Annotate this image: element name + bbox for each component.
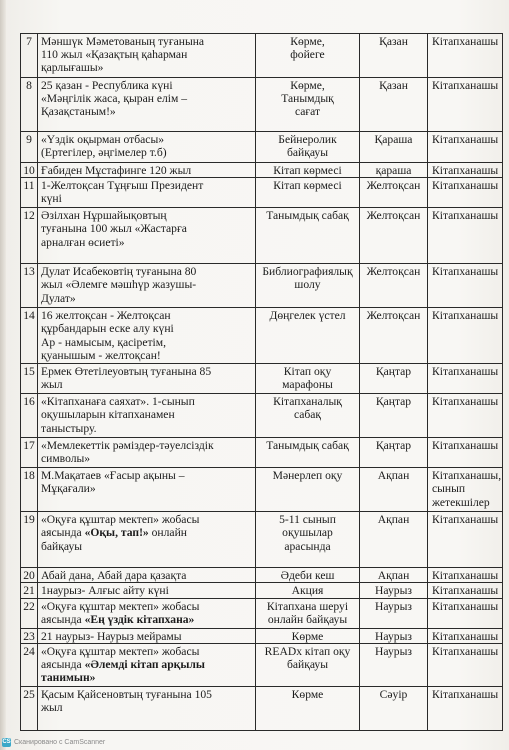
event-title-line bbox=[41, 701, 252, 714]
event-title-line bbox=[41, 584, 252, 597]
event-month: Наурыз bbox=[375, 584, 412, 598]
responsible-line: Кітапханашы bbox=[432, 569, 499, 583]
event-month-cell bbox=[360, 178, 428, 208]
event-title-text: 1-Желтоқсан Тұңғыш Президент bbox=[41, 179, 204, 193]
event-form-cell bbox=[256, 512, 360, 568]
event-title-text: Қазақстаным!» bbox=[41, 105, 116, 119]
event-title-line bbox=[41, 422, 252, 435]
event-title-cell bbox=[38, 686, 256, 730]
table-row bbox=[21, 512, 503, 568]
row-number: 24 bbox=[23, 644, 35, 658]
event-title-text: таныстыру. bbox=[41, 421, 97, 435]
event-form-line: Кітап оқу bbox=[283, 365, 332, 379]
event-title-text: Ғабиден Мұстафинге 120 жыл bbox=[41, 164, 192, 177]
event-title-text: аясында bbox=[41, 526, 85, 540]
responsible-cell bbox=[428, 78, 503, 132]
event-title-line bbox=[41, 349, 252, 362]
event-form-line: Кітапханалық bbox=[273, 395, 342, 409]
responsible-cell bbox=[428, 643, 503, 686]
event-title-text: Қасым Қайсеновтың туғанына 105 bbox=[41, 687, 212, 701]
row-number-cell bbox=[21, 34, 38, 78]
responsible-line: Кітапханашы bbox=[432, 179, 499, 193]
event-form-line: сабақ bbox=[293, 408, 322, 422]
event-month: Наурыз bbox=[375, 629, 412, 643]
event-form-line: онлайн байқауы bbox=[267, 612, 348, 626]
event-month: Желтоқсан bbox=[366, 265, 421, 279]
event-title-line bbox=[41, 600, 252, 613]
responsible-line: Кітапханашы bbox=[432, 209, 499, 223]
table-row bbox=[21, 163, 503, 178]
responsible-line: Кітапханашы bbox=[432, 513, 499, 527]
camscanner-logo-icon: CS bbox=[2, 739, 11, 745]
event-title-text: аясында bbox=[41, 612, 85, 626]
table-row bbox=[21, 598, 503, 628]
event-month-cell bbox=[360, 512, 428, 568]
responsible-cell bbox=[428, 394, 503, 438]
event-title-line bbox=[41, 540, 252, 553]
event-title-line bbox=[41, 671, 252, 684]
responsible-line: Кітапханашы bbox=[432, 629, 499, 643]
event-title-line bbox=[41, 222, 252, 235]
event-title-line bbox=[41, 469, 252, 482]
row-number: 19 bbox=[23, 513, 35, 527]
event-form-line: Әдеби кеш bbox=[280, 569, 335, 583]
event-title-cell bbox=[38, 512, 256, 568]
row-number: 14 bbox=[23, 309, 35, 323]
event-title-text: Абай дана, Абай дара қазақта bbox=[41, 569, 187, 583]
event-title-cell bbox=[38, 583, 256, 598]
event-title-cell bbox=[38, 163, 256, 178]
event-title-line bbox=[41, 513, 252, 526]
event-title-text: Ермек Өтетілеуовтың туғанына 85 bbox=[41, 365, 212, 379]
event-form-line: Танымдық сабақ bbox=[266, 439, 349, 453]
event-title-line bbox=[41, 179, 252, 192]
row-number: 13 bbox=[23, 265, 35, 279]
page-edge-shadow bbox=[0, 0, 6, 750]
event-form-cell bbox=[256, 34, 360, 78]
row-number: 9 bbox=[26, 133, 32, 146]
event-title-line bbox=[41, 452, 252, 465]
event-title-cell bbox=[38, 132, 256, 163]
event-form-line: Көрме, bbox=[290, 79, 325, 92]
row-number-cell bbox=[21, 208, 38, 264]
responsible-line: Кітапханашы bbox=[432, 584, 499, 598]
event-title-text: 25 қазан - Республика күні bbox=[41, 79, 173, 92]
table-row bbox=[21, 568, 503, 583]
row-number-cell bbox=[21, 78, 38, 132]
row-number-cell bbox=[21, 394, 38, 438]
event-form-line: байқауы bbox=[286, 658, 329, 672]
event-title-cell bbox=[38, 628, 256, 643]
responsible-line: жетекшілер bbox=[432, 495, 490, 509]
event-form-line: Көрме bbox=[291, 629, 324, 643]
table-row bbox=[21, 394, 503, 438]
row-number: 20 bbox=[23, 569, 35, 583]
event-month-cell bbox=[360, 132, 428, 163]
event-month-cell bbox=[360, 394, 428, 438]
event-title-text: онлайн bbox=[148, 526, 187, 540]
responsible-line: Кітапханашы bbox=[432, 365, 499, 379]
event-title-cell bbox=[38, 394, 256, 438]
row-number: 21 bbox=[23, 584, 35, 598]
responsible-line: Кітапханашы bbox=[432, 599, 499, 613]
event-title-line bbox=[41, 688, 252, 701]
event-form-line: шолу bbox=[294, 278, 321, 292]
event-form-line: арасында bbox=[284, 539, 331, 553]
event-form-cell bbox=[256, 598, 360, 628]
event-form-cell bbox=[256, 628, 360, 643]
event-title-line bbox=[41, 645, 252, 658]
event-title-text: арналған өсиеті» bbox=[41, 235, 125, 249]
event-title-text: байқауы bbox=[41, 539, 83, 553]
event-form-cell bbox=[256, 568, 360, 583]
event-month: Желтоқсан bbox=[366, 209, 421, 223]
row-number-cell bbox=[21, 568, 38, 583]
responsible-line: Кітапханашы bbox=[432, 164, 499, 177]
row-number-cell bbox=[21, 643, 38, 686]
responsible-line: Кітапханашы bbox=[432, 395, 499, 409]
watermark-text: Сканировано с CamScanner bbox=[14, 739, 106, 746]
event-title-line bbox=[41, 569, 252, 582]
event-month-cell bbox=[360, 308, 428, 364]
event-title-line bbox=[41, 133, 252, 146]
event-title-text: «Оқуға құштар мектеп» жобасы bbox=[41, 644, 200, 658]
table-row bbox=[21, 438, 503, 468]
responsible-line: Кітапханашы bbox=[432, 133, 499, 146]
responsible-cell bbox=[428, 512, 503, 568]
event-title-text: Әзілхан Нұршайықовтың bbox=[41, 209, 167, 223]
event-month-cell bbox=[360, 628, 428, 643]
event-title-cell bbox=[38, 308, 256, 364]
event-title-text: Ар - намысым, қасіретім, bbox=[41, 335, 166, 349]
event-title-cell bbox=[38, 468, 256, 512]
responsible-line: Кітапханашы bbox=[432, 644, 499, 658]
event-title-cell bbox=[38, 78, 256, 132]
event-month: Қаңтар bbox=[375, 439, 412, 453]
event-title-line bbox=[41, 192, 252, 205]
table-row bbox=[21, 132, 503, 163]
event-title-text: 110 жыл «Қазақтың қаһарман bbox=[41, 48, 188, 62]
event-title-line bbox=[41, 395, 252, 408]
event-title-bold: танимын» bbox=[41, 671, 96, 685]
event-title-text: «Оқуға құштар мектеп» жобасы bbox=[41, 513, 200, 527]
table-row bbox=[21, 308, 503, 364]
event-title-text: Дулат» bbox=[41, 291, 76, 305]
event-month-cell bbox=[360, 598, 428, 628]
event-month: Желтоқсан bbox=[366, 309, 421, 323]
event-title-text: символы» bbox=[41, 452, 91, 466]
table-row bbox=[21, 78, 503, 132]
responsible-cell bbox=[428, 308, 503, 364]
event-form-cell bbox=[256, 686, 360, 730]
event-month: Ақпан bbox=[377, 569, 410, 583]
event-title-text: «Оқуға құштар мектеп» жобасы bbox=[41, 599, 200, 613]
events-plan-table bbox=[20, 33, 503, 731]
table-row bbox=[21, 364, 503, 394]
responsible-line: Кітапханашы bbox=[432, 687, 499, 701]
responsible-cell bbox=[428, 364, 503, 394]
event-form-line: Акция bbox=[291, 584, 324, 598]
event-form-line: Кітапхана шеруі bbox=[266, 599, 349, 613]
responsible-cell bbox=[428, 583, 503, 598]
event-title-line bbox=[41, 482, 252, 495]
event-title-line bbox=[41, 613, 252, 626]
event-form-cell bbox=[256, 583, 360, 598]
row-number-cell bbox=[21, 308, 38, 364]
event-form-line: Танымдық bbox=[281, 92, 334, 106]
responsible-cell bbox=[428, 163, 503, 178]
event-form-cell bbox=[256, 394, 360, 438]
event-title-line bbox=[41, 365, 252, 378]
table-row bbox=[21, 583, 503, 598]
event-title-cell bbox=[38, 568, 256, 583]
table-row bbox=[21, 178, 503, 208]
responsible-line: Кітапханашы bbox=[432, 309, 499, 323]
event-form-line: оқушылар bbox=[282, 526, 333, 540]
table-row bbox=[21, 34, 503, 78]
responsible-line: Кітапханашы bbox=[432, 265, 499, 279]
event-title-text: (Ертегілер, әңгімелер т.б) bbox=[41, 146, 167, 160]
event-title-text: 1наурыз- Алғыс айту күні bbox=[41, 584, 169, 598]
event-title-text: Мұқағали» bbox=[41, 482, 96, 496]
event-title-text: жыл «Әлемге мәшһүр жазушы- bbox=[41, 278, 197, 292]
event-title-cell bbox=[38, 364, 256, 394]
row-number: 22 bbox=[23, 599, 35, 613]
event-form-cell bbox=[256, 643, 360, 686]
event-title-line bbox=[41, 61, 252, 74]
event-title-line bbox=[41, 630, 252, 643]
event-title-cell bbox=[38, 598, 256, 628]
event-month-cell bbox=[360, 34, 428, 78]
row-number: 12 bbox=[23, 209, 35, 223]
row-number-cell bbox=[21, 438, 38, 468]
event-title-line bbox=[41, 209, 252, 222]
responsible-line: сынып bbox=[432, 482, 466, 496]
event-month-cell bbox=[360, 583, 428, 598]
event-form-line: Көрме, bbox=[290, 35, 325, 48]
event-title-text: «Үздік оқырман отбасы» bbox=[41, 133, 165, 146]
responsible-cell bbox=[428, 438, 503, 468]
event-form-line: байқауы bbox=[286, 146, 329, 160]
row-number-cell bbox=[21, 628, 38, 643]
event-form-line: фойеге bbox=[290, 48, 325, 62]
event-month: Наурыз bbox=[375, 599, 412, 613]
event-month-cell bbox=[360, 438, 428, 468]
event-title-text: жыл bbox=[41, 378, 63, 392]
row-number-cell bbox=[21, 468, 38, 512]
table-row bbox=[21, 264, 503, 308]
event-month-cell bbox=[360, 568, 428, 583]
event-form-line: 5-11 сынып bbox=[279, 513, 336, 527]
event-title-line bbox=[41, 79, 252, 92]
responsible-line: Кітапханашы bbox=[432, 439, 499, 453]
event-title-text: 21 наурыз- Наурыз мейрамы bbox=[41, 629, 182, 643]
event-form-cell bbox=[256, 178, 360, 208]
event-form-line: сағат bbox=[294, 105, 321, 119]
event-title-line bbox=[41, 378, 252, 391]
event-form-cell bbox=[256, 163, 360, 178]
event-month: Сәуір bbox=[379, 687, 408, 701]
row-number-cell bbox=[21, 264, 38, 308]
event-month-cell bbox=[360, 686, 428, 730]
event-title-text: Мәншүк Мәметованың туғанына bbox=[41, 35, 205, 48]
event-month-cell bbox=[360, 163, 428, 178]
event-title-text: аясында bbox=[41, 658, 85, 672]
event-title-cell bbox=[38, 208, 256, 264]
event-form-cell bbox=[256, 264, 360, 308]
event-title-bold: «Оқы, тап!» bbox=[84, 526, 149, 540]
event-title-text: қарлығашы» bbox=[41, 61, 104, 75]
event-title-line bbox=[41, 35, 252, 48]
row-number-cell bbox=[21, 686, 38, 730]
responsible-cell bbox=[428, 686, 503, 730]
event-title-line bbox=[41, 146, 252, 159]
row-number-cell bbox=[21, 132, 38, 163]
event-title-text: 16 желтоқсан - Желтоқсан bbox=[41, 309, 171, 323]
event-month: Қаңтар bbox=[375, 365, 412, 379]
event-title-text: оқушыларын кітапханамен bbox=[41, 408, 175, 422]
table-row bbox=[21, 208, 503, 264]
row-number: 25 bbox=[23, 687, 35, 701]
event-month: Қараша bbox=[374, 133, 413, 146]
camscanner-watermark bbox=[2, 738, 105, 747]
table-row bbox=[21, 686, 503, 730]
event-month: Ақпан bbox=[377, 469, 410, 483]
event-title-text: «Кітапханаға саяхат». 1-сынып bbox=[41, 395, 195, 409]
event-month: Қазан bbox=[379, 35, 408, 48]
responsible-line: Кітапханашы bbox=[432, 35, 499, 48]
row-number-cell bbox=[21, 512, 38, 568]
responsible-cell bbox=[428, 178, 503, 208]
responsible-cell bbox=[428, 568, 503, 583]
event-month: Наурыз bbox=[375, 644, 412, 658]
event-title-line bbox=[41, 439, 252, 452]
row-number-cell bbox=[21, 583, 38, 598]
table-row bbox=[21, 643, 503, 686]
event-title-line bbox=[41, 105, 252, 118]
event-form-line: Кітап көрмесі bbox=[273, 164, 342, 177]
event-month-cell bbox=[360, 643, 428, 686]
responsible-line: Кітапханашы bbox=[432, 79, 499, 92]
event-form-line: Көрме bbox=[291, 687, 324, 701]
event-title-line bbox=[41, 236, 252, 249]
event-title-text: күні bbox=[41, 192, 62, 206]
row-number-cell bbox=[21, 364, 38, 394]
event-title-cell bbox=[38, 178, 256, 208]
event-title-bold: «Ең үздік кітапхана» bbox=[84, 612, 195, 626]
event-month-cell bbox=[360, 264, 428, 308]
event-month-cell bbox=[360, 208, 428, 264]
event-title-cell bbox=[38, 264, 256, 308]
event-month-cell bbox=[360, 468, 428, 512]
event-form-cell bbox=[256, 208, 360, 264]
row-number: 8 bbox=[26, 79, 32, 92]
event-title-text: жыл bbox=[41, 701, 63, 715]
events-table-body bbox=[21, 34, 503, 731]
row-number-cell bbox=[21, 598, 38, 628]
event-month-cell bbox=[360, 364, 428, 394]
event-title-line bbox=[41, 265, 252, 278]
event-title-cell bbox=[38, 438, 256, 468]
event-title-line bbox=[41, 526, 252, 539]
event-form-line: Бейнеролик bbox=[278, 133, 337, 146]
event-title-text: М.Мақатаев «Ғасыр ақыны – bbox=[41, 469, 185, 483]
event-title-text: «Мемлекеттік рәміздер-тәуелсіздік bbox=[41, 439, 214, 453]
event-form-cell bbox=[256, 308, 360, 364]
event-month: Ақпан bbox=[377, 513, 410, 527]
event-title-line bbox=[41, 658, 252, 671]
event-form-line: Дөңгелек үстел bbox=[269, 309, 346, 323]
responsible-cell bbox=[428, 628, 503, 643]
event-title-line bbox=[41, 48, 252, 61]
event-month: Қаңтар bbox=[375, 395, 412, 409]
event-form-line: Мәнерлеп оқу bbox=[272, 469, 343, 483]
responsible-cell bbox=[428, 208, 503, 264]
event-form-line: Кітап көрмесі bbox=[273, 179, 342, 193]
event-form-cell bbox=[256, 132, 360, 163]
event-form-cell bbox=[256, 78, 360, 132]
event-form-line: марафоны bbox=[282, 378, 333, 392]
event-title-line bbox=[41, 164, 252, 177]
event-form-cell bbox=[256, 364, 360, 394]
event-title-line bbox=[41, 336, 252, 349]
event-title-line bbox=[41, 92, 252, 105]
responsible-cell bbox=[428, 264, 503, 308]
event-title-line bbox=[41, 278, 252, 291]
event-month: қараша bbox=[375, 164, 412, 177]
responsible-cell bbox=[428, 132, 503, 163]
event-title-text: туғанына 100 жыл «Жастарға bbox=[41, 222, 187, 236]
responsible-line: Кітапханашы, bbox=[432, 469, 502, 483]
row-number: 18 bbox=[23, 469, 35, 483]
row-number-cell bbox=[21, 163, 38, 178]
table-row bbox=[21, 628, 503, 643]
event-month: Желтоқсан bbox=[366, 179, 421, 193]
event-form-line: Библиографиялық bbox=[262, 265, 353, 279]
row-number: 17 bbox=[23, 439, 35, 453]
row-number: 7 bbox=[26, 35, 32, 48]
responsible-cell bbox=[428, 34, 503, 78]
event-form-cell bbox=[256, 468, 360, 512]
event-title-text: «Мәңгілік жаса, қыран елім – bbox=[41, 92, 188, 106]
row-number: 11 bbox=[23, 179, 35, 193]
event-title-text: Дулат Исабековтің туғанына 80 bbox=[41, 265, 197, 279]
row-number: 10 bbox=[23, 164, 35, 177]
event-form-cell bbox=[256, 438, 360, 468]
row-number: 16 bbox=[23, 395, 35, 409]
event-title-line bbox=[41, 408, 252, 421]
event-form-line: Танымдық сабақ bbox=[266, 209, 349, 223]
event-month-cell bbox=[360, 78, 428, 132]
event-title-text: құрбандарын еске алу күні bbox=[41, 322, 174, 336]
responsible-cell bbox=[428, 598, 503, 628]
event-month: Қазан bbox=[379, 79, 408, 92]
row-number: 23 bbox=[23, 629, 35, 643]
event-title-line bbox=[41, 322, 252, 335]
row-number-cell bbox=[21, 178, 38, 208]
event-title-line bbox=[41, 309, 252, 322]
event-title-cell bbox=[38, 34, 256, 78]
table-row bbox=[21, 468, 503, 512]
event-form-line: READх кітап оқу bbox=[264, 644, 351, 658]
event-title-cell bbox=[38, 643, 256, 686]
responsible-cell bbox=[428, 468, 503, 512]
event-title-text: қуанышым - желтоқсан! bbox=[41, 348, 161, 362]
event-title-line bbox=[41, 292, 252, 305]
row-number: 15 bbox=[23, 365, 35, 379]
event-title-bold: «Әлемді кітап арқылы bbox=[84, 658, 205, 672]
